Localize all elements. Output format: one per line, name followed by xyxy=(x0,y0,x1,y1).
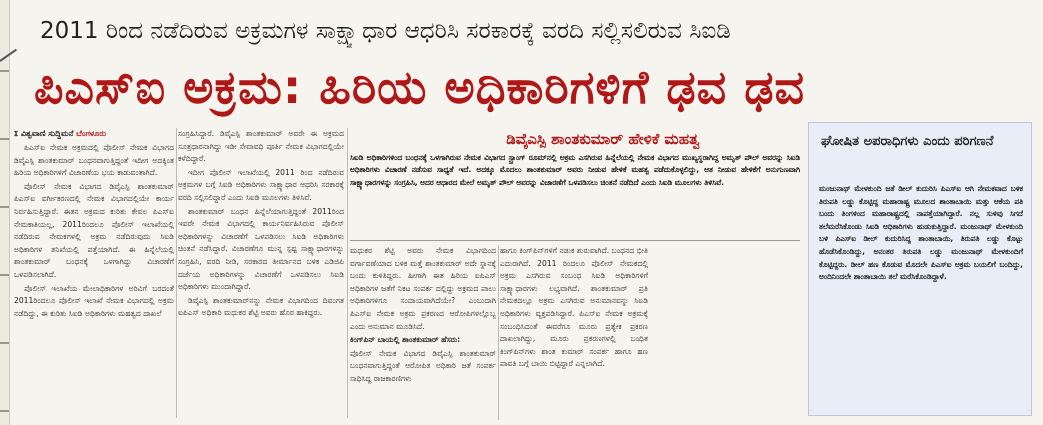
sidebar-title: ಘೋಷಿತ ಅಪರಾಧಿಗಳು ಎಂದು ಪರಿಗಣನೆ xyxy=(821,134,994,149)
margin-tick xyxy=(0,410,9,412)
margin-tick xyxy=(0,206,9,208)
subheadline: 2011 ರಿಂದ ನಡೆದಿರುವ ಅಕ್ರಮಗಳ ಸಾಕ್ಷ್ಯಾಧಾರ ಆಧರಿಸಿ ಸರಕಾರಕ್ಕೆ ವರದಿ ಸಲ್ಲಿಸಲಿರುವ ಸಿಐಡಿ xyxy=(40,18,731,44)
article-column-1 xyxy=(14,128,174,418)
paragraph: ಪೊಲೀಸ್ ಇಲಾಖೆಯ ಮೇಲಾಧಿಕಾರಿಗಳ ಅರಿವಿಗೆ ಬರದಂತೆ 2011ರಿಂದಲೂ ಪೊಲೀಸ್ ಇಲಾಖೆ ನೇಮಕ ವಿಭಾಗದಲ್ಲಿ ಅಕ್ರಮ ನಡೆದಿದ್ದು, ಈ ಕುರಿತು ಸಿಐಡಿ ಅಧಿಕಾರಿಗಳು ಮಹತ್ವದ ದಾಖಲೆ xyxy=(14,283,174,318)
left-margin-rule xyxy=(0,0,10,425)
column-separator xyxy=(176,128,177,418)
paragraph: ಪೊಲೀಸ್ ನೇಮಕ ವಿಭಾಗದ ಡಿವೈಎಸ್ಪಿ ಶಾಂತಕುಮಾರ್ ಪಿಎಸ್ಐ ವರ್ಗೀಕರಣದಲ್ಲಿ ನೇಮಕ ವಿಭಾಗದಲ್ಲಿಯೇ ಕಾರ್ಯ ನಿರ್ವಹಿಸುತ್ತಿದ್ದಾರೆ. ಈತನ ಅಕ್ರಮದ ಕುರಿತು ಕೇವಲ ಪಿಎಸ್ಐ ನೇಮಕಾತಿಯಲ್ಲ, 2011ರಿಂದಲೂ ಪೊಲೀಸ್ ಇಲಾಖೆಯಲ್ಲಿ ನಡೆದಿರುವ ನೇಮಕಗಳಲ್ಲಿ ಅಕ್ರಮ ನಡೆದಿರುವುದು ಸಿಐಡಿ ಅಧಿಕಾರಿಗಳ ತನಿಖೆಯಲ್ಲಿ ಪತ್ತೆಯಾಗಿದೆ. ಈ ಹಿನ್ನೆಲೆಯಲ್ಲಿ ಶಾಂತಕುಮಾರ್ ಬಂಧನಕ್ಕೆ ಒಳಗಾಗಿದ್ದು ವಿಚಾರಣೆಗೆ ಒಳಪಡಿಸಲಾಗಿದೆ. xyxy=(14,181,174,279)
byline xyxy=(14,128,174,140)
paragraph: ಸಂಗ್ರಹಿಸಿದ್ದಾರೆ. ಡಿವೈಎಸ್ಪಿ ಶಾಂತಕುಮಾರ್ ಅವರೇ ಈ ಅಕ್ರಮದ ಸೂತ್ರಧಾರನಾಗಿದ್ದು ಇಡೀ ಸೇವಾವಧಿ ಪೂರ್ತಿ ನೇಮಕ ವಿಭಾಗದಲ್ಲಿಯೇ ಕಳೆದಿದ್ದಾರೆ. xyxy=(178,129,344,164)
margin-tick xyxy=(0,342,9,344)
paragraph: ಹಾಗೂ ಕಿಂಗ್‌ಪಿನ್‌ಗಳಿಗೆ ನಡುಕ ಶುರುವಾಗಿದೆ. ಬಂಧನದ ಭೀತಿ ಎದುರಾಗಿದೆ. 2011 ರಿಂದಲೂ ಪೊಲೀಸ್ ನೇಮಕದಲ್ಲಿ ಅಕ್ರಮ ಎಸಗಿರುವ ಸಂಬಂಧ ಸಿಐಡಿ ಅಧಿಕಾರಿಗಳಿಗೆ ಸಾಕ್ಷ್ಯಾಧಾರಗಳು ಲಭ್ಯವಾಗಿದೆ. ಶಾಂತಕುಮಾರ್ ಪ್ರತಿ ನೇಮಕದಲ್ಲೂ ಅಕ್ರಮ ಎಸಗಿರುವ ಅನುಮಾನವನ್ನು ಸಿಐಡಿ ಅಧಿಕಾರಿಗಳು ವ್ಯಕ್ತಪಡಿಸಿದ್ದಾರೆ. ಪಿಎಸ್ಐ ನೇಮಕ ಅಕ್ರಮಕ್ಕೆ ಸಂಬಂಧಿಸಿದಂತೆ ಈವರೆಗೂ ಮೂರು ಪ್ರತ್ಯೇಕ ಪ್ರಕರಣ ದಾಖಲಾಗಿದ್ದು, ಮೂರು ಪ್ರಕರಣಗಳಲ್ಲಿ ಬಂಧಿತ ಕಿಂಗ್‌ಪಿನ್‌ಗಳು ಶಾಂತ ಕುಮಾರ್ ಸಂಪರ್ಕ ಹಾಗೂ ಹಣ ಪಾವತಿ ಬಗ್ಗೆ ಬಾಯಿ ಬಿಟ್ಟಿದ್ದಾರೆ ಎನ್ನಲಾಗಿದೆ. xyxy=(500,246,648,369)
article-column-4 xyxy=(500,245,648,420)
article-column-3 xyxy=(350,245,496,420)
paragraph: ಪೊಲೀಸ್ ನೇಮಕ ವಿಭಾಗದ ಡಿವೈಎಸ್ಪಿ ಶಾಂತಕುಮಾರ್ ಬಂಧನವಾಗುತ್ತಿದ್ದಂತೆ ಆರೋಪಿತ ಅಧಿಕಾರಿ ಜತೆ ಸಂಪರ್ಕ ಸಾಧಿಸಿದ್ದ ರಾಜಕಾರಣಿಗಳು xyxy=(350,348,496,383)
paragraph: ಶಾಂತಕುಮಾರ್ ಬಂಧನ ಹಿನ್ನೆಲೆಯಾಗುತ್ತಿದ್ದಂತೆ 2011ರಿಂದ ಇವರೇ ನೇಮಕ ವಿಭಾಗದಲ್ಲಿ ಕಾರ್ಯನಿರ್ವಹಿಸಿರುವ ಪೊಲೀಸ್ ಅಧಿಕಾರಿಗಳನ್ನು ವಿಚಾರಣೆಗೆ ಒಳಪಡಿಸಲು ಸಿಐಡಿ ಅಧಿಕಾರಿಗಳು ಚಿಂತನೆ ನಡೆಸಿದ್ದಾರೆ. ವಿಚಾರಣೆಗೂ ಮುನ್ನ ಸ್ಪಷ್ಟ ಸಾಕ್ಷ್ಯಾಧಾರಗಳನ್ನು ಸಂಗ್ರಹಿಸಿ, ವರದಿ ನೀಡಿ, ಸರಕಾರದ ತೀರ್ಮಾನದ ಬಳಿಕ ಎಡಿಜಿಪಿ ದರ್ಜೆಯ ಅಧಿಕಾರಿಗಳನ್ನು ವಿಚಾರಣೆಗೆ ಒಳಪಡಿಸಲು ಸಿಐಡಿ ಅಧಿಕಾರಿಗಳು ಮುಂದಾಗಿದ್ದಾರೆ. xyxy=(178,206,344,292)
byline-author: ವಿಶ್ವವಾಣಿ ಸುದ್ದಿಮನೆ xyxy=(20,129,74,138)
paragraph: ಪಿಎಸ್ಐ ನೇಮಕ ಅಕ್ರಮದಲ್ಲಿ ಪೊಲೀಸ್ ನೇಮಕ ವಿಭಾಗದ ಡಿವೈಎಸ್ಪಿ ಶಾಂತಕುಮಾರ್ ಬಂಧನವಾಗುತ್ತಿದ್ದಂತೆ ಇದೀಗ ಅದಕ್ಕಿಂತ ಹಿರಿಯ ಅಧಿಕಾರಿಗಳಿಗೆ ವಿಚಾರಣೆಯ ಭಯ ಕಾಡುವಂತಾಗಿದೆ. xyxy=(14,143,174,178)
paragraph: ಡಿವೈಎಸ್ಪಿ ಶಾಂತಕುಮಾರ್‌ನನ್ನು ನೇಮಕ ವಿಭಾಗದಿಂದ ದಿವಂಗತ ಐಪಿಎಸ್ ಅಧಿಕಾರಿ ಮಧುಕರ ಶೆಟ್ಟಿ ಅವರು ಹೊರ ಹಾಕಿದ್ದರು. xyxy=(178,295,344,318)
article-column-2 xyxy=(178,128,344,418)
byline-marker: ೱ xyxy=(14,129,19,138)
column-separator xyxy=(347,128,348,418)
box-text: ಸಿಐಡಿ ಅಧಿಕಾರಿಗಳಿಂದ ಬಂಧನಕ್ಕೆ ಒಳಗಾಗಿರುವ ನೇಮಕ ವಿಭಾಗದ ಸ್ಟ್ರಾಂಗ್ ರೂಮ್‌ನಲ್ಲಿ ಅಕ್ರಮ ಎಸಗಿರುವ ಹಿನ್ನೆಲೆಯಲ್ಲಿ ನೇಮಕ ವಿಭಾಗದ ಮುಖ್ಯಸ್ಥರಾಗಿದ್ದ ಅಮೃತ್ ಪೌಲ್ ಅವರನ್ನು ಸಿಐಡಿ ಅಧಿಕಾರಿಗಳು ವಿಚಾರಣೆ ನಡೆಸುವ ಸಾಧ್ಯತೆ ಇದೆ. ಅದಕ್ಕೂ ಮೊದಲು ಶಾಂತಕುಮಾರ್ ಅವರು ನೀಡುವ ಹೇಳಿಕೆ ಮಹತ್ವ ಪಡೆದುಕೊಳ್ಳಲಿದ್ದು, ಆತ ನೀಡುವ ಹೇಳಿಕೆಗೆ ಅನುಗುಣವಾಗಿ ಸಾಕ್ಷ್ಯಾಧಾರಗಳನ್ನು ಸಂಗ್ರಹಿಸಿ, ಅದರ ಆಧಾರದ ಮೇಲೆ ಅಮೃತ್ ಪೌಲ್ ಅವರನ್ನು ವಿಚಾರಣೆಗೆ ಒಳಪಡಿಸಲು ಚಿಂತನೆ ನಡೆದಿದೆ ಎಂದು ಸಿಐಡಿ ಮೂಲಗಳು ತಿಳಿಸಿವೆ. xyxy=(350,153,800,187)
margin-tick xyxy=(0,274,9,276)
column-separator xyxy=(498,245,499,420)
margin-tick xyxy=(0,138,9,140)
sidebar-box xyxy=(808,122,1032,416)
subheading: ಕಿಂಗ್‌ಪಿನ್ ಬಾಯಲ್ಲಿ ಶಾಂತಕುಮಾರ್ ಹೆಸರು: xyxy=(350,335,461,345)
paragraph: ಇದೀಗ ಪೊಲೀಸ್ ಇಲಾಖೆಯಲ್ಲಿ 2011 ರಿಂದ ನಡೆದಿರುವ ಅಕ್ರಮಗಳ ಬಗ್ಗೆ ಸಿಐಡಿ ಅಧಿಕಾರಿಗಳು ಸಾಕ್ಷ್ಯಾಧಾರ ಆಧರಿಸಿ ಸರಕಾರಕ್ಕೆ ವರದಿ ಸಲ್ಲಿಸಲಿದ್ದಾರೆ ಎಂದು ಸಿಐಡಿ ಮೂಲಗಳು ತಿಳಿಸಿವೆ. xyxy=(178,167,344,202)
byline-place: ಬೆಂಗಳೂರು xyxy=(76,129,107,138)
margin-tick xyxy=(0,70,9,72)
box-divider xyxy=(350,240,800,241)
headline: ಪಿಎಸ್ಐ ಅಕ್ರಮ: ಹಿರಿಯ ಅಧಿಕಾರಿಗಳಿಗೆ ಢವ ಢವ xyxy=(34,60,806,114)
box-title: ಡಿವೈಎಸ್ಪಿ ಶಾಂತಕುಮಾರ್ ಹೇಳಿಕೆ ಮಹತ್ವ xyxy=(506,130,700,148)
paragraph: ಮಧುಕರ ಶೆಟ್ಟಿ ಅವರು ನೇಮಕ ವಿಭಾಗದಿಂದ ವರ್ಗಾವಣೆಯಾದ ಬಳಿಕ ಮತ್ತೆ ಶಾಂತಕುಮಾರ್ ಅದೇ ಸ್ಥಾನಕ್ಕೆ ಬಂದು ಕುಳಿತಿದ್ದರು. ಹೀಗಾಗಿ ಈತ ಹಿರಿಯ ಐಪಿಎಸ್ ಅಧಿಕಾರಿಗಳ ಜತೆಗೆ ನಿಕಟ ಸಂಪರ್ಕ ದಲ್ಲಿದ್ದು ಅಕ್ರಮದ ಪಾಲು ಅಧಿಕಾರಿಗಳಿಗೂ ಸಂದಾಯವಾಗಿದೆಯೇ? ಎಂಬುದಾಗಿ ಪಿಎಸ್ಐ ನೇಮಕ ಅಕ್ರಮ ಪ್ರಕರಣದ ಆರೋಪಿಗಳಲ್ಲೊಬ್ಬ ಎಂದು ಅನುಮಾನ ಮೂಡಿಸಿದೆ. xyxy=(350,246,496,331)
sidebar-text: ಮಂಜುನಾಥ್ ಮೇಳಕುಂದಿ ಜತೆ ಡೀಲ್ ಕುದುರಿಸಿ ಪಿಎಸ್ಐ ಆಗಿ ನೇಮಕವಾದ ಬಳಿಕ ತಿರುಪತಿ ಲಡ್ಡು ಕೊಟ್ಟಿದ್ದ ಮಹಾರಾಷ್ಟ್ರ ಮೂಲದ ಶಾಂತಾಬಾಯಿ ಮತ್ತು ಆಕೆಯ ಪತಿ ಬಂದು ತಿಂಗಳಿಂದ ಮಹಾರಾಷ್ಟ್ರದಲ್ಲಿ ನಾಪತ್ತೆಯಾಗಿದ್ದಾರೆ. ನಲ್ಲ ಸುಳಿವು ಸಿಗದೆ ತಲೆಮರೆಸಿಕೊಂಡು ಸಿಐಡಿ ಅಧಿಕಾರಿಗಳು ಹುಡುಕುತ್ತಿದ್ದಾರೆ. ಮಂಜುನಾಥ್ ಮೇಳಕುಂದಿ ಬಳಿ ಪಿಎಸ್ಐ ಡೀಲ್ ಕುದುರಿಸಿದ್ದ ಶಾಂತಾಬಾಯಿ, ತಿರುಪತಿ ಲಡ್ಡು ಕೊಟ್ಟು ಹೊಡೆಸಿಕೊಂಡಿದ್ದು, ಅನಂತರ ತಿರುಪತಿ ಲಡ್ಡು ಮಂಜುನಾಥ್ ಮೇಳಕುಂದಿಗೆ ಕೊಟ್ಟಿದ್ದರು. ಡೀಲ್ ಹಣ ಕೊಡುವ ಮೊದಲೇ ಪಿಎಸ್ಐ ಅಕ್ರಮ ಬಯಲಿಗೆ ಬಂದಿದ್ದು, ಅಂದಿನಿಂದಲೇ ಶಾಂತಾಬಾಯಿ ತಲೆ ಮರೆಸಿಕೊಂಡಿದ್ದಾಳೆ. xyxy=(819,184,1023,282)
